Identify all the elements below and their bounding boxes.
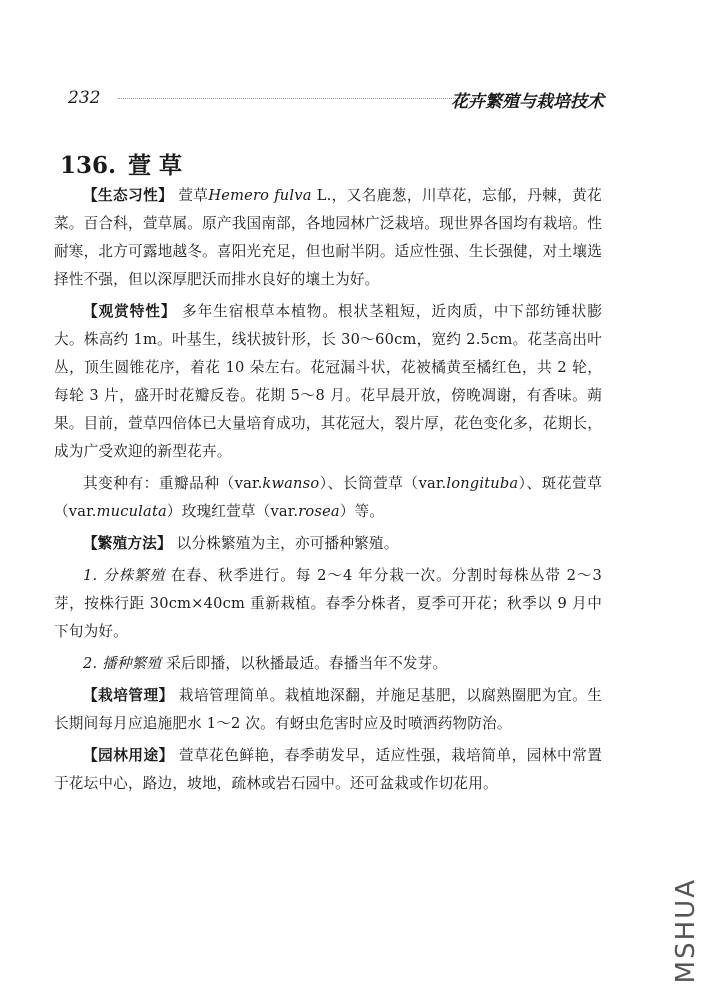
text-division: 在春、秋季进行。每 2～4 年分栽一次。分割时每株丛带 2～3 芽，按株行距 30cm×40cm 重新栽植。春季分株者，夏季可开花；秋季以 9 月中下旬为好。 [54,567,603,640]
article-body [54,182,602,798]
page-number: 232 [68,88,101,108]
paragraph-propagation [54,530,602,558]
section-title [60,147,182,180]
text-sowing: 采后即播，以秋播最适。春播当年不发芽。 [166,655,448,672]
running-title: 花卉繁殖与栽培技术 [451,92,604,112]
page-header [68,86,604,112]
latin-var-3: muculata [96,503,167,520]
text-landscape: 萱草花色鲜艳，春季萌发早，适应性强，栽培简单，园林中常置于花坛中心，路边，坡地，疏林或岩石园中。还可盆栽或作切花用。 [54,747,602,792]
text-propagation: 以分株繁殖为主，亦可播种繁殖。 [176,535,399,552]
latin-name: Hemero fulva [208,187,312,204]
text-cultivation: 栽培管理简单。栽植地深翻，并施足基肥，以腐熟圈肥为宜。生长期间每月应追施肥水 1～2 次。有蚜虫危害时应及时喷洒药物防治。 [54,687,602,732]
paragraph-cultivation [54,682,602,738]
subheading-sowing: 2. 播种繁殖 [83,655,162,672]
text-ornamental: 多年生宿根草本植物。根状茎粗短，近肉质，中下部纺锤状膨大。株高约 1m。叶基生，线状披针形，长 30～60cm，宽约 2.5cm。花茎高出叶丛，顶生圆锥花序，着花 10 朵左右。花冠漏斗状，花被橘黄至橘红色，共 2 轮，每轮 3 片，盛开时花瓣反卷。花期 5～8 月。花早晨开放，傍晚凋谢，有香味。蒴果。目前，萱草四倍体已大量培育成功，其花冠大，裂片厚，花色变化多，花期长，成为广受欢迎的新型花卉。 [54,303,603,460]
heading-cultivation: 【栽培管理】 [83,687,174,704]
text-var-4: ）玫瑰红萱草（var. [166,503,299,520]
text-ecology-b: L.，又名鹿葱，川草花，忘郁，丹棘，黄花菜。百合科，萱草属。原产我国南部，各地园林广泛栽培。现世界各国均有栽培。性耐寒，北方可露地越冬。喜阳光充足，但也耐半阴。适应性强、生长强健，对土壤选择性不强，但以深厚肥沃而排水良好的壤土为好。 [54,187,602,288]
paragraph-landscape [54,742,602,798]
heading-landscape: 【园林用途】 [83,747,174,764]
section-name: 萱 草 [128,152,183,179]
paragraph-varieties [54,470,602,526]
paragraph-sowing [54,650,602,678]
header-rule [118,98,478,99]
heading-ornamental: 【观赏特性】 [83,303,177,320]
text-var-1: 其变种有：重瓣品种（var. [83,475,263,492]
latin-var-2: longituba [446,475,519,492]
heading-propagation: 【繁殖方法】 [83,535,172,552]
paragraph-division [54,562,602,646]
paragraph-ecology [54,182,602,294]
heading-ecology: 【生态习性】 [83,187,174,204]
watermark: MSHUA [671,877,701,983]
text-var-3: ）、斑花萱草（var. [54,475,603,520]
subheading-division: 1. 分株繁殖 [83,567,166,584]
latin-var-4: rosea [298,503,340,520]
latin-var-1: kwanso [262,475,320,492]
text-var-2: ）、长筒萱草（var. [319,475,447,492]
paragraph-ornamental [54,298,602,466]
section-number: 136. [60,152,117,179]
text-var-5: ）等。 [339,503,385,520]
text-ecology-a: 萱草 [178,187,209,204]
